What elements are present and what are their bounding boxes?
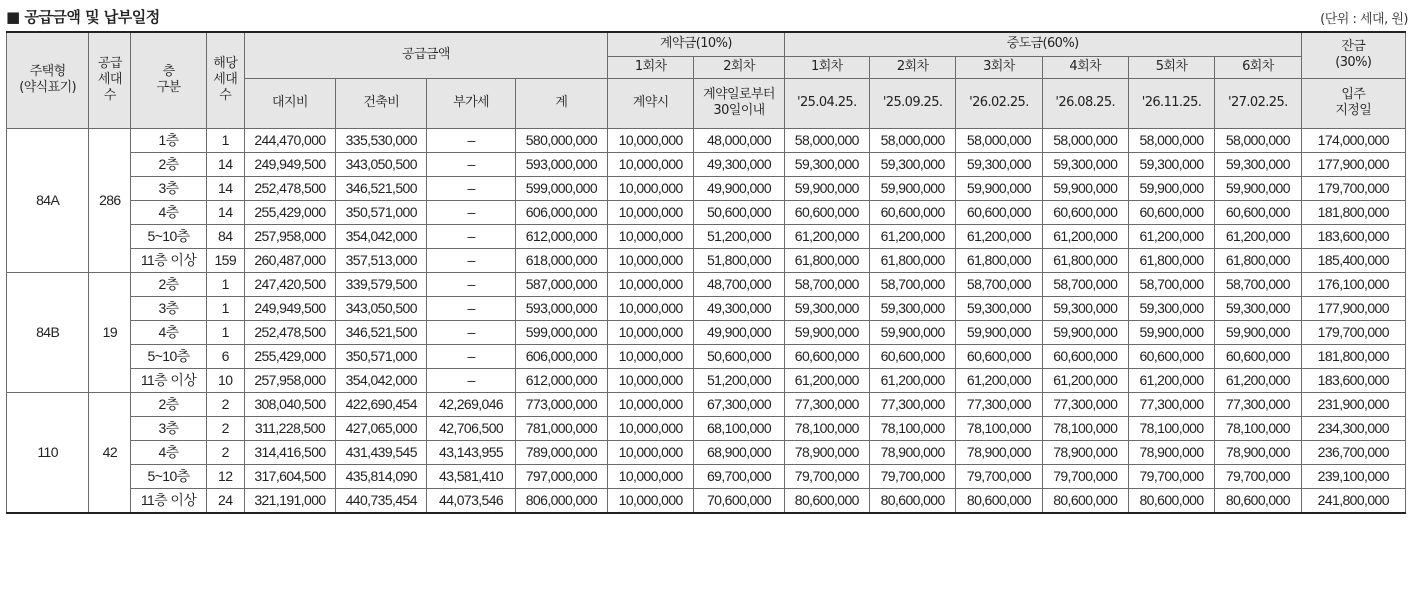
interim-6-cell: 61,200,000 <box>1215 368 1301 392</box>
interim-6-cell: 58,000,000 <box>1215 128 1301 152</box>
interim-5-cell: 78,100,000 <box>1128 416 1214 440</box>
units-cell: 2 <box>206 392 244 416</box>
interim-5-cell: 61,800,000 <box>1128 248 1214 272</box>
balance-cell: 185,400,000 <box>1301 248 1405 272</box>
dep1-cell: 10,000,000 <box>608 128 694 152</box>
building-cell: 422,690,454 <box>336 392 427 416</box>
dep2-cell: 67,300,000 <box>694 392 784 416</box>
interim-6-cell: 61,800,000 <box>1215 248 1301 272</box>
units-cell: 159 <box>206 248 244 272</box>
land-cell: 244,470,000 <box>244 128 335 152</box>
dep1-cell: 10,000,000 <box>608 344 694 368</box>
table-row <box>7 464 1406 488</box>
balance-cell: 177,900,000 <box>1301 296 1405 320</box>
table-row <box>7 176 1406 200</box>
balance-cell: 183,600,000 <box>1301 368 1405 392</box>
vat-cell: 42,269,046 <box>427 392 515 416</box>
balance-cell: 241,800,000 <box>1301 488 1405 513</box>
dep1-cell: 10,000,000 <box>608 440 694 464</box>
header-interim-date-4: '26.08.25. <box>1042 78 1128 128</box>
interim-5-cell: 58,000,000 <box>1128 128 1214 152</box>
dep1-cell: 10,000,000 <box>608 296 694 320</box>
total-cell: 773,000,000 <box>515 392 607 416</box>
header-interim-round-1: 1회차 <box>784 56 869 78</box>
land-cell: 252,478,500 <box>244 176 335 200</box>
dep1-cell: 10,000,000 <box>608 416 694 440</box>
vat-cell: – <box>427 176 515 200</box>
units-cell: 1 <box>206 296 244 320</box>
interim-3-cell: 77,300,000 <box>956 392 1042 416</box>
interim-3-cell: 79,700,000 <box>956 464 1042 488</box>
floor-cell: 5~10층 <box>131 344 206 368</box>
interim-3-cell: 78,900,000 <box>956 440 1042 464</box>
interim-4-cell: 59,300,000 <box>1042 152 1128 176</box>
header-total: 계 <box>515 78 607 128</box>
vat-cell: – <box>427 128 515 152</box>
interim-6-cell: 58,700,000 <box>1215 272 1301 296</box>
header-type: 주택형 (약식표기) <box>7 32 89 128</box>
interim-3-cell: 59,300,000 <box>956 296 1042 320</box>
interim-2-cell: 78,100,000 <box>869 416 955 440</box>
supply-count-cell: 42 <box>89 392 131 513</box>
balance-cell: 183,600,000 <box>1301 224 1405 248</box>
table-row <box>7 344 1406 368</box>
building-cell: 357,513,000 <box>336 248 427 272</box>
table-row <box>7 128 1406 152</box>
floor-cell: 11층 이상 <box>131 248 206 272</box>
interim-4-cell: 78,100,000 <box>1042 416 1128 440</box>
interim-2-cell: 59,300,000 <box>869 152 955 176</box>
building-cell: 427,065,000 <box>336 416 427 440</box>
interim-2-cell: 60,600,000 <box>869 200 955 224</box>
header-interim-date-5: '26.11.25. <box>1128 78 1214 128</box>
interim-2-cell: 78,900,000 <box>869 440 955 464</box>
interim-4-cell: 60,600,000 <box>1042 200 1128 224</box>
building-cell: 346,521,500 <box>336 320 427 344</box>
land-cell: 317,604,500 <box>244 464 335 488</box>
land-cell: 257,958,000 <box>244 224 335 248</box>
balance-cell: 179,700,000 <box>1301 176 1405 200</box>
total-cell: 599,000,000 <box>515 176 607 200</box>
interim-1-cell: 60,600,000 <box>784 200 869 224</box>
building-cell: 440,735,454 <box>336 488 427 513</box>
table-row <box>7 320 1406 344</box>
dep2-cell: 51,200,000 <box>694 224 784 248</box>
header-interim-date-3: '26.02.25. <box>956 78 1042 128</box>
interim-5-cell: 60,600,000 <box>1128 344 1214 368</box>
interim-1-cell: 78,100,000 <box>784 416 869 440</box>
dep1-cell: 10,000,000 <box>608 224 694 248</box>
interim-2-cell: 58,700,000 <box>869 272 955 296</box>
total-cell: 781,000,000 <box>515 416 607 440</box>
floor-cell: 5~10층 <box>131 224 206 248</box>
interim-3-cell: 61,200,000 <box>956 224 1042 248</box>
page-title: ■ 공급금액 및 납부일정 <box>6 8 160 26</box>
dep1-cell: 10,000,000 <box>608 176 694 200</box>
vat-cell: – <box>427 296 515 320</box>
interim-4-cell: 58,000,000 <box>1042 128 1128 152</box>
interim-3-cell: 80,600,000 <box>956 488 1042 513</box>
units-cell: 12 <box>206 464 244 488</box>
balance-cell: 231,900,000 <box>1301 392 1405 416</box>
dep2-cell: 68,100,000 <box>694 416 784 440</box>
floor-cell: 11층 이상 <box>131 488 206 513</box>
header-supply-price: 공급금액 <box>244 32 607 78</box>
header-interim-date-1: '25.04.25. <box>784 78 869 128</box>
dep1-cell: 10,000,000 <box>608 272 694 296</box>
balance-cell: 236,700,000 <box>1301 440 1405 464</box>
total-cell: 593,000,000 <box>515 152 607 176</box>
interim-4-cell: 61,200,000 <box>1042 224 1128 248</box>
header-floor: 층 구분 <box>131 32 206 128</box>
building-cell: 435,814,090 <box>336 464 427 488</box>
interim-1-cell: 61,800,000 <box>784 248 869 272</box>
interim-4-cell: 77,300,000 <box>1042 392 1128 416</box>
building-cell: 431,439,545 <box>336 440 427 464</box>
table-row <box>7 152 1406 176</box>
land-cell: 249,949,500 <box>244 152 335 176</box>
interim-4-cell: 59,900,000 <box>1042 320 1128 344</box>
vat-cell: 44,073,546 <box>427 488 515 513</box>
header-balance-when: 입주 지정일 <box>1301 78 1405 128</box>
dep2-cell: 69,700,000 <box>694 464 784 488</box>
header-interim-round-4: 4회차 <box>1042 56 1128 78</box>
floor-cell: 2층 <box>131 392 206 416</box>
total-cell: 606,000,000 <box>515 200 607 224</box>
interim-6-cell: 78,100,000 <box>1215 416 1301 440</box>
total-cell: 580,000,000 <box>515 128 607 152</box>
interim-2-cell: 61,800,000 <box>869 248 955 272</box>
unit-type-cell: 84A <box>7 128 89 272</box>
interim-5-cell: 61,200,000 <box>1128 224 1214 248</box>
table-row <box>7 392 1406 416</box>
unit-type-cell: 84B <box>7 272 89 392</box>
header-interim-round-5: 5회차 <box>1128 56 1214 78</box>
interim-4-cell: 58,700,000 <box>1042 272 1128 296</box>
dep1-cell: 10,000,000 <box>608 488 694 513</box>
interim-5-cell: 61,200,000 <box>1128 368 1214 392</box>
interim-5-cell: 59,900,000 <box>1128 320 1214 344</box>
dep1-cell: 10,000,000 <box>608 464 694 488</box>
balance-cell: 181,800,000 <box>1301 200 1405 224</box>
dep1-cell: 10,000,000 <box>608 368 694 392</box>
interim-3-cell: 61,800,000 <box>956 248 1042 272</box>
total-cell: 797,000,000 <box>515 464 607 488</box>
land-cell: 321,191,000 <box>244 488 335 513</box>
interim-6-cell: 59,900,000 <box>1215 320 1301 344</box>
header-interim-round-2: 2회차 <box>869 56 955 78</box>
building-cell: 346,521,500 <box>336 176 427 200</box>
interim-5-cell: 79,700,000 <box>1128 464 1214 488</box>
interim-3-cell: 60,600,000 <box>956 344 1042 368</box>
interim-6-cell: 79,700,000 <box>1215 464 1301 488</box>
vat-cell: – <box>427 248 515 272</box>
header-land: 대지비 <box>244 78 335 128</box>
header-deposit-1-when: 계약시 <box>608 78 694 128</box>
dep2-cell: 49,900,000 <box>694 320 784 344</box>
floor-cell: 4층 <box>131 200 206 224</box>
units-cell: 2 <box>206 440 244 464</box>
interim-2-cell: 79,700,000 <box>869 464 955 488</box>
table-row <box>7 296 1406 320</box>
table-row <box>7 200 1406 224</box>
interim-6-cell: 60,600,000 <box>1215 344 1301 368</box>
header-building: 건축비 <box>336 78 427 128</box>
units-cell: 24 <box>206 488 244 513</box>
interim-2-cell: 59,900,000 <box>869 320 955 344</box>
interim-1-cell: 61,200,000 <box>784 368 869 392</box>
interim-6-cell: 78,900,000 <box>1215 440 1301 464</box>
floor-cell: 3층 <box>131 416 206 440</box>
supply-count-cell: 286 <box>89 128 131 272</box>
total-cell: 593,000,000 <box>515 296 607 320</box>
dep2-cell: 51,800,000 <box>694 248 784 272</box>
header-units: 해당 세대 수 <box>206 32 244 128</box>
land-cell: 252,478,500 <box>244 320 335 344</box>
interim-3-cell: 59,900,000 <box>956 176 1042 200</box>
header-interim-round-6: 6회차 <box>1215 56 1301 78</box>
interim-1-cell: 77,300,000 <box>784 392 869 416</box>
header-interim-round-3: 3회차 <box>956 56 1042 78</box>
header-vat: 부가세 <box>427 78 515 128</box>
interim-4-cell: 59,300,000 <box>1042 296 1128 320</box>
dep2-cell: 49,900,000 <box>694 176 784 200</box>
table-row <box>7 368 1406 392</box>
interim-4-cell: 80,600,000 <box>1042 488 1128 513</box>
interim-2-cell: 61,200,000 <box>869 368 955 392</box>
dep2-cell: 68,900,000 <box>694 440 784 464</box>
header-supply-units: 공급 세대 수 <box>89 32 131 128</box>
interim-1-cell: 59,900,000 <box>784 320 869 344</box>
building-cell: 343,050,500 <box>336 152 427 176</box>
balance-cell: 181,800,000 <box>1301 344 1405 368</box>
header-interim-date-2: '25.09.25. <box>869 78 955 128</box>
land-cell: 255,429,000 <box>244 344 335 368</box>
vat-cell: – <box>427 152 515 176</box>
total-cell: 612,000,000 <box>515 224 607 248</box>
interim-6-cell: 59,300,000 <box>1215 296 1301 320</box>
interim-4-cell: 59,900,000 <box>1042 176 1128 200</box>
floor-cell: 2층 <box>131 152 206 176</box>
price-schedule-table <box>6 31 1406 514</box>
floor-cell: 4층 <box>131 440 206 464</box>
vat-cell: – <box>427 200 515 224</box>
land-cell: 249,949,500 <box>244 296 335 320</box>
header-interim: 중도금(60%) <box>784 32 1301 56</box>
header-deposit: 계약금(10%) <box>608 32 785 56</box>
table-row <box>7 488 1406 513</box>
table-header <box>7 32 1406 128</box>
dep2-cell: 48,000,000 <box>694 128 784 152</box>
floor-cell: 2층 <box>131 272 206 296</box>
floor-cell: 4층 <box>131 320 206 344</box>
interim-2-cell: 59,300,000 <box>869 296 955 320</box>
dep1-cell: 10,000,000 <box>608 248 694 272</box>
interim-3-cell: 58,700,000 <box>956 272 1042 296</box>
interim-5-cell: 80,600,000 <box>1128 488 1214 513</box>
units-cell: 1 <box>206 128 244 152</box>
dep1-cell: 10,000,000 <box>608 392 694 416</box>
table-row <box>7 440 1406 464</box>
header-deposit-round-1: 1회차 <box>608 56 694 78</box>
balance-cell: 234,300,000 <box>1301 416 1405 440</box>
interim-1-cell: 78,900,000 <box>784 440 869 464</box>
total-cell: 599,000,000 <box>515 320 607 344</box>
vat-cell: – <box>427 368 515 392</box>
land-cell: 247,420,500 <box>244 272 335 296</box>
interim-1-cell: 60,600,000 <box>784 344 869 368</box>
dep1-cell: 10,000,000 <box>608 152 694 176</box>
dep2-cell: 50,600,000 <box>694 200 784 224</box>
units-cell: 84 <box>206 224 244 248</box>
vat-cell: 43,581,410 <box>427 464 515 488</box>
units-cell: 14 <box>206 152 244 176</box>
interim-1-cell: 80,600,000 <box>784 488 869 513</box>
interim-3-cell: 58,000,000 <box>956 128 1042 152</box>
building-cell: 343,050,500 <box>336 296 427 320</box>
balance-cell: 174,000,000 <box>1301 128 1405 152</box>
floor-cell: 11층 이상 <box>131 368 206 392</box>
total-cell: 789,000,000 <box>515 440 607 464</box>
interim-3-cell: 59,300,000 <box>956 152 1042 176</box>
interim-5-cell: 58,700,000 <box>1128 272 1214 296</box>
header-deposit-2-when: 계약일로부터 30일이내 <box>694 78 784 128</box>
supply-count-cell: 19 <box>89 272 131 392</box>
land-cell: 260,487,000 <box>244 248 335 272</box>
interim-2-cell: 61,200,000 <box>869 224 955 248</box>
interim-4-cell: 61,800,000 <box>1042 248 1128 272</box>
interim-1-cell: 59,900,000 <box>784 176 869 200</box>
title-row <box>0 0 1411 30</box>
interim-2-cell: 80,600,000 <box>869 488 955 513</box>
interim-6-cell: 59,300,000 <box>1215 152 1301 176</box>
vat-cell: – <box>427 344 515 368</box>
unit-note: (단위 : 세대, 원) <box>1320 12 1408 27</box>
balance-cell: 239,100,000 <box>1301 464 1405 488</box>
building-cell: 350,571,000 <box>336 200 427 224</box>
interim-2-cell: 60,600,000 <box>869 344 955 368</box>
table-row <box>7 416 1406 440</box>
table-row <box>7 272 1406 296</box>
land-cell: 311,228,500 <box>244 416 335 440</box>
interim-1-cell: 59,300,000 <box>784 152 869 176</box>
units-cell: 14 <box>206 176 244 200</box>
floor-cell: 3층 <box>131 296 206 320</box>
building-cell: 354,042,000 <box>336 224 427 248</box>
floor-cell: 1층 <box>131 128 206 152</box>
land-cell: 308,040,500 <box>244 392 335 416</box>
interim-4-cell: 60,600,000 <box>1042 344 1128 368</box>
interim-3-cell: 60,600,000 <box>956 200 1042 224</box>
total-cell: 806,000,000 <box>515 488 607 513</box>
dep2-cell: 51,200,000 <box>694 368 784 392</box>
interim-4-cell: 78,900,000 <box>1042 440 1128 464</box>
vat-cell: – <box>427 224 515 248</box>
table-row <box>7 248 1406 272</box>
interim-3-cell: 59,900,000 <box>956 320 1042 344</box>
total-cell: 587,000,000 <box>515 272 607 296</box>
interim-6-cell: 61,200,000 <box>1215 224 1301 248</box>
interim-5-cell: 59,300,000 <box>1128 152 1214 176</box>
building-cell: 354,042,000 <box>336 368 427 392</box>
table-body <box>7 128 1406 513</box>
vat-cell: 43,143,955 <box>427 440 515 464</box>
header-balance: 잔금 (30%) <box>1301 32 1405 78</box>
balance-cell: 179,700,000 <box>1301 320 1405 344</box>
interim-3-cell: 78,100,000 <box>956 416 1042 440</box>
dep1-cell: 10,000,000 <box>608 320 694 344</box>
units-cell: 6 <box>206 344 244 368</box>
balance-cell: 176,100,000 <box>1301 272 1405 296</box>
units-cell: 1 <box>206 272 244 296</box>
interim-6-cell: 60,600,000 <box>1215 200 1301 224</box>
interim-4-cell: 79,700,000 <box>1042 464 1128 488</box>
interim-3-cell: 61,200,000 <box>956 368 1042 392</box>
building-cell: 335,530,000 <box>336 128 427 152</box>
interim-5-cell: 59,900,000 <box>1128 176 1214 200</box>
unit-type-cell: 110 <box>7 392 89 513</box>
interim-5-cell: 59,300,000 <box>1128 296 1214 320</box>
table-row <box>7 224 1406 248</box>
dep1-cell: 10,000,000 <box>608 200 694 224</box>
dep2-cell: 50,600,000 <box>694 344 784 368</box>
total-cell: 618,000,000 <box>515 248 607 272</box>
total-cell: 606,000,000 <box>515 344 607 368</box>
dep2-cell: 49,300,000 <box>694 296 784 320</box>
interim-6-cell: 59,900,000 <box>1215 176 1301 200</box>
interim-4-cell: 61,200,000 <box>1042 368 1128 392</box>
vat-cell: – <box>427 320 515 344</box>
units-cell: 1 <box>206 320 244 344</box>
interim-1-cell: 79,700,000 <box>784 464 869 488</box>
vat-cell: – <box>427 272 515 296</box>
land-cell: 257,958,000 <box>244 368 335 392</box>
building-cell: 350,571,000 <box>336 344 427 368</box>
dep2-cell: 70,600,000 <box>694 488 784 513</box>
floor-cell: 3층 <box>131 176 206 200</box>
header-deposit-round-2: 2회차 <box>694 56 784 78</box>
interim-6-cell: 80,600,000 <box>1215 488 1301 513</box>
floor-cell: 5~10층 <box>131 464 206 488</box>
building-cell: 339,579,500 <box>336 272 427 296</box>
header-interim-date-6: '27.02.25. <box>1215 78 1301 128</box>
units-cell: 2 <box>206 416 244 440</box>
dep2-cell: 48,700,000 <box>694 272 784 296</box>
interim-5-cell: 78,900,000 <box>1128 440 1214 464</box>
interim-1-cell: 61,200,000 <box>784 224 869 248</box>
total-cell: 612,000,000 <box>515 368 607 392</box>
interim-1-cell: 59,300,000 <box>784 296 869 320</box>
land-cell: 255,429,000 <box>244 200 335 224</box>
units-cell: 10 <box>206 368 244 392</box>
interim-6-cell: 77,300,000 <box>1215 392 1301 416</box>
units-cell: 14 <box>206 200 244 224</box>
interim-2-cell: 59,900,000 <box>869 176 955 200</box>
interim-1-cell: 58,700,000 <box>784 272 869 296</box>
interim-2-cell: 77,300,000 <box>869 392 955 416</box>
vat-cell: 42,706,500 <box>427 416 515 440</box>
land-cell: 314,416,500 <box>244 440 335 464</box>
interim-5-cell: 77,300,000 <box>1128 392 1214 416</box>
balance-cell: 177,900,000 <box>1301 152 1405 176</box>
interim-5-cell: 60,600,000 <box>1128 200 1214 224</box>
dep2-cell: 49,300,000 <box>694 152 784 176</box>
interim-1-cell: 58,000,000 <box>784 128 869 152</box>
interim-2-cell: 58,000,000 <box>869 128 955 152</box>
